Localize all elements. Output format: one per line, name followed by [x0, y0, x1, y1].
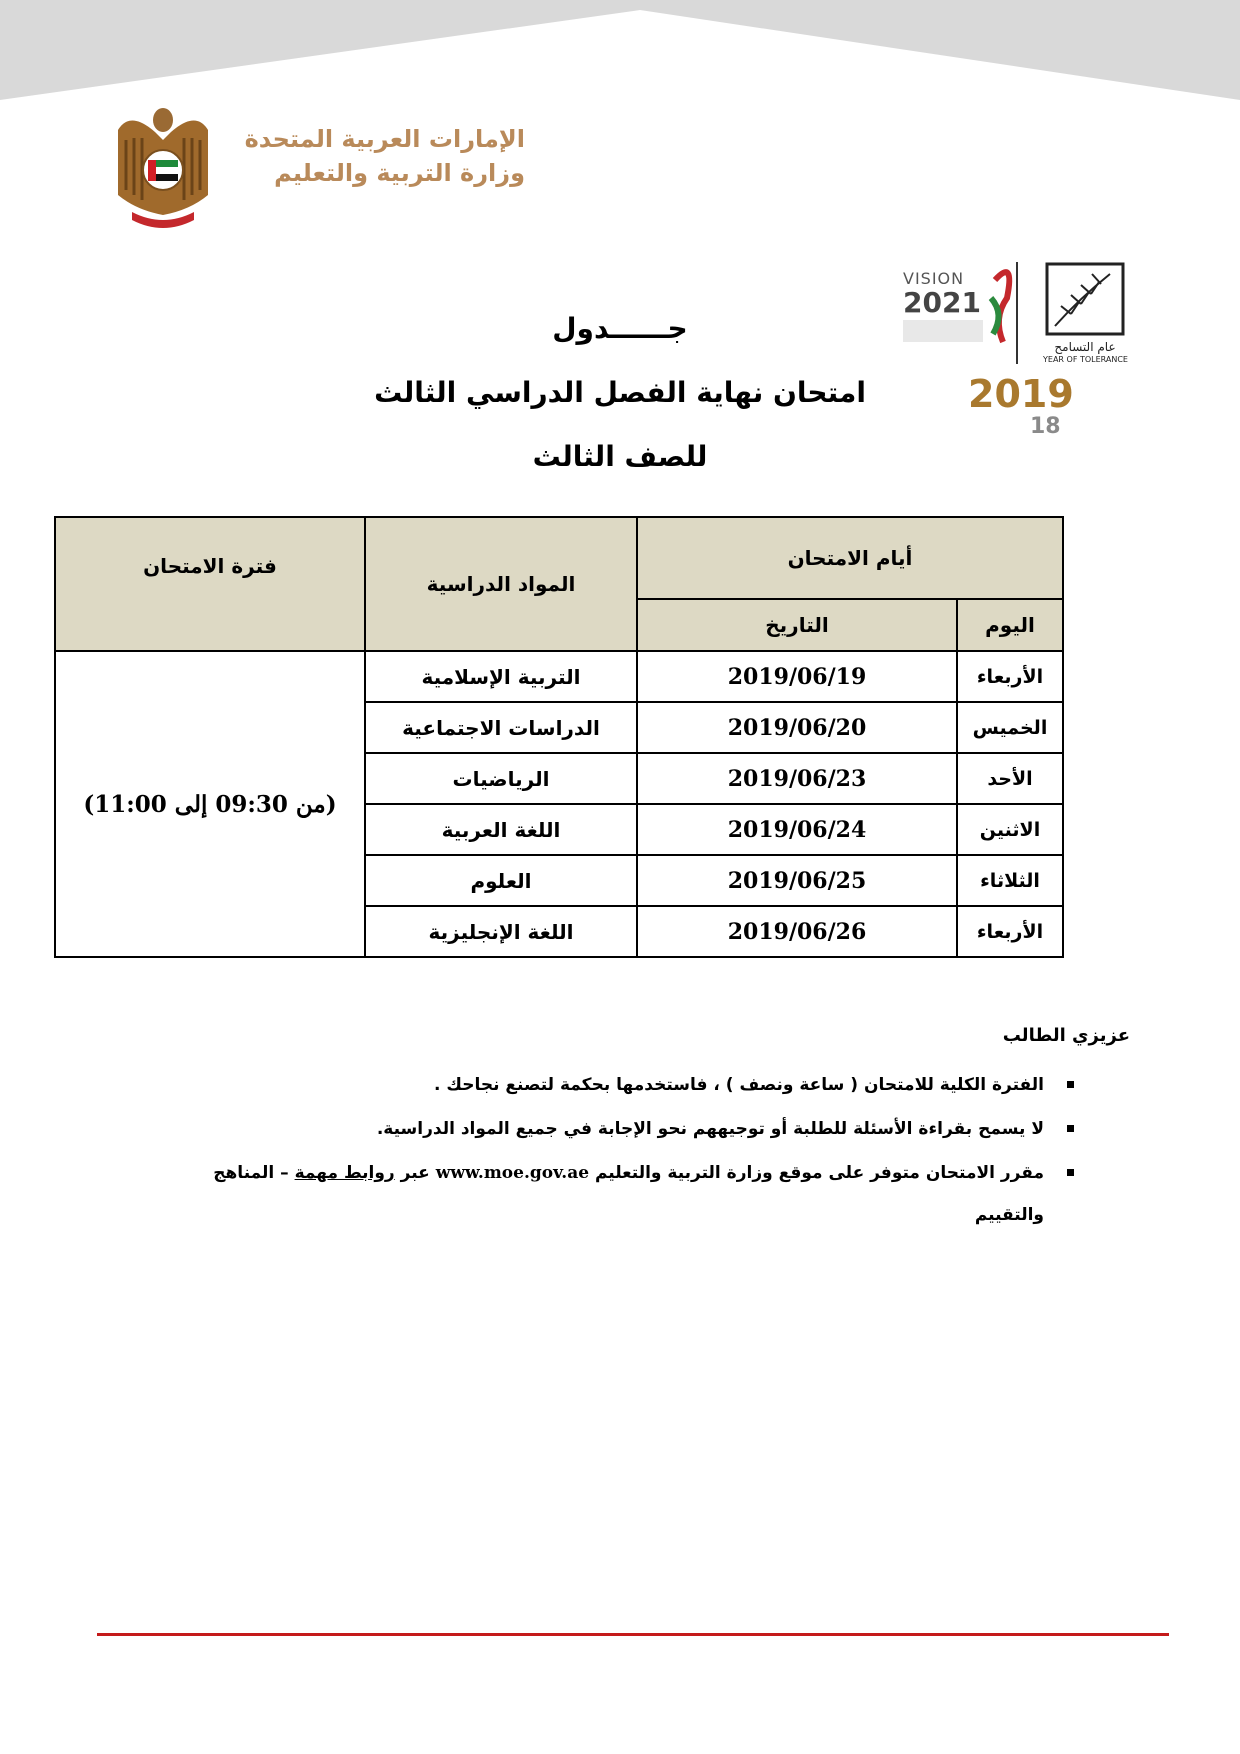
date-cell: 2019/06/20 — [637, 702, 957, 753]
date-cell: 2019/06/23 — [637, 753, 957, 804]
date-cell: 2019/06/25 — [637, 855, 957, 906]
title-schedule: جــــــدول — [552, 312, 688, 345]
important-links-link[interactable]: روابط مهمة — [294, 1163, 395, 1183]
subject-cell: التربية الإسلامية — [365, 651, 637, 702]
table-row — [55, 651, 1063, 702]
subject-cell: الدراسات الاجتماعية — [365, 702, 637, 753]
subject-cell: اللغة الإنجليزية — [365, 906, 637, 957]
header-period: فترة الامتحان — [55, 517, 365, 651]
date-cell: 2019/06/24 — [637, 804, 957, 855]
notes-title: عزيزي الطالب — [1002, 1025, 1130, 1046]
list-item — [180, 1152, 1044, 1236]
year-sub-label: 18 — [1030, 414, 1061, 439]
tolerance-ar: عام التسامح — [1054, 340, 1116, 354]
day-cell: الأربعاء — [957, 906, 1063, 957]
note3-prefix: مقرر الامتحان متوفر على موقع وزارة التربية والتعليم — [594, 1163, 1044, 1183]
header-date: التاريخ — [637, 599, 957, 651]
date-cell: 2019/06/19 — [637, 651, 957, 702]
subject-cell: اللغة العربية — [365, 804, 637, 855]
vision-label: VISION — [903, 269, 965, 288]
day-cell: الأربعاء — [957, 651, 1063, 702]
note3-via: عبر — [400, 1163, 430, 1183]
header-exam-days: أيام الامتحان — [637, 517, 1063, 599]
ministry-line2: وزارة التربية والتعليم — [274, 159, 525, 187]
note3-suffix: – المناهج والتقييم — [213, 1163, 1044, 1225]
day-cell: الأحد — [957, 753, 1063, 804]
subject-cell: الرياضيات — [365, 753, 637, 804]
footer-divider — [97, 1633, 1169, 1636]
tolerance-en: YEAR OF TOLERANCE — [1043, 355, 1128, 364]
ministry-name — [225, 122, 525, 190]
notes-list — [180, 1064, 1130, 1236]
vision-2021 — [903, 270, 983, 318]
uae-emblem-icon — [110, 100, 216, 232]
day-cell: الثلاثاء — [957, 855, 1063, 906]
header-subject: المواد الدراسية — [365, 517, 637, 651]
student-notes — [180, 1025, 1130, 1238]
title-exam: امتحان نهاية الفصل الدراسي الثالث — [374, 376, 866, 409]
moe-website-link[interactable]: www.moe.gov.ae — [435, 1163, 590, 1183]
date-cell: 2019/06/26 — [637, 906, 957, 957]
day-cell: الخميس — [957, 702, 1063, 753]
period-cell: (من 09:30 إلى 11:00) — [55, 651, 365, 957]
day-cell: الاثنين — [957, 804, 1063, 855]
subject-cell: العلوم — [365, 855, 637, 906]
year-label: 2019 — [968, 372, 1074, 416]
exam-schedule-table — [54, 516, 1064, 958]
list-item: الفترة الكلية للامتحان ( ساعة ونصف ) ، فاستخدمها بحكمة لتصنع نجاحك . — [180, 1064, 1044, 1106]
top-band — [0, 0, 1240, 110]
title-grade: للصف الثالث — [532, 440, 708, 473]
list-item: لا يسمح بقراءة الأسئلة للطلبة أو توجيههم نحو الإجابة في جميع المواد الدراسية. — [180, 1108, 1044, 1150]
vision-year: 2021 — [903, 286, 981, 319]
ministry-line1: الإمارات العربية المتحدة — [244, 125, 525, 153]
header-day: اليوم — [957, 599, 1063, 651]
